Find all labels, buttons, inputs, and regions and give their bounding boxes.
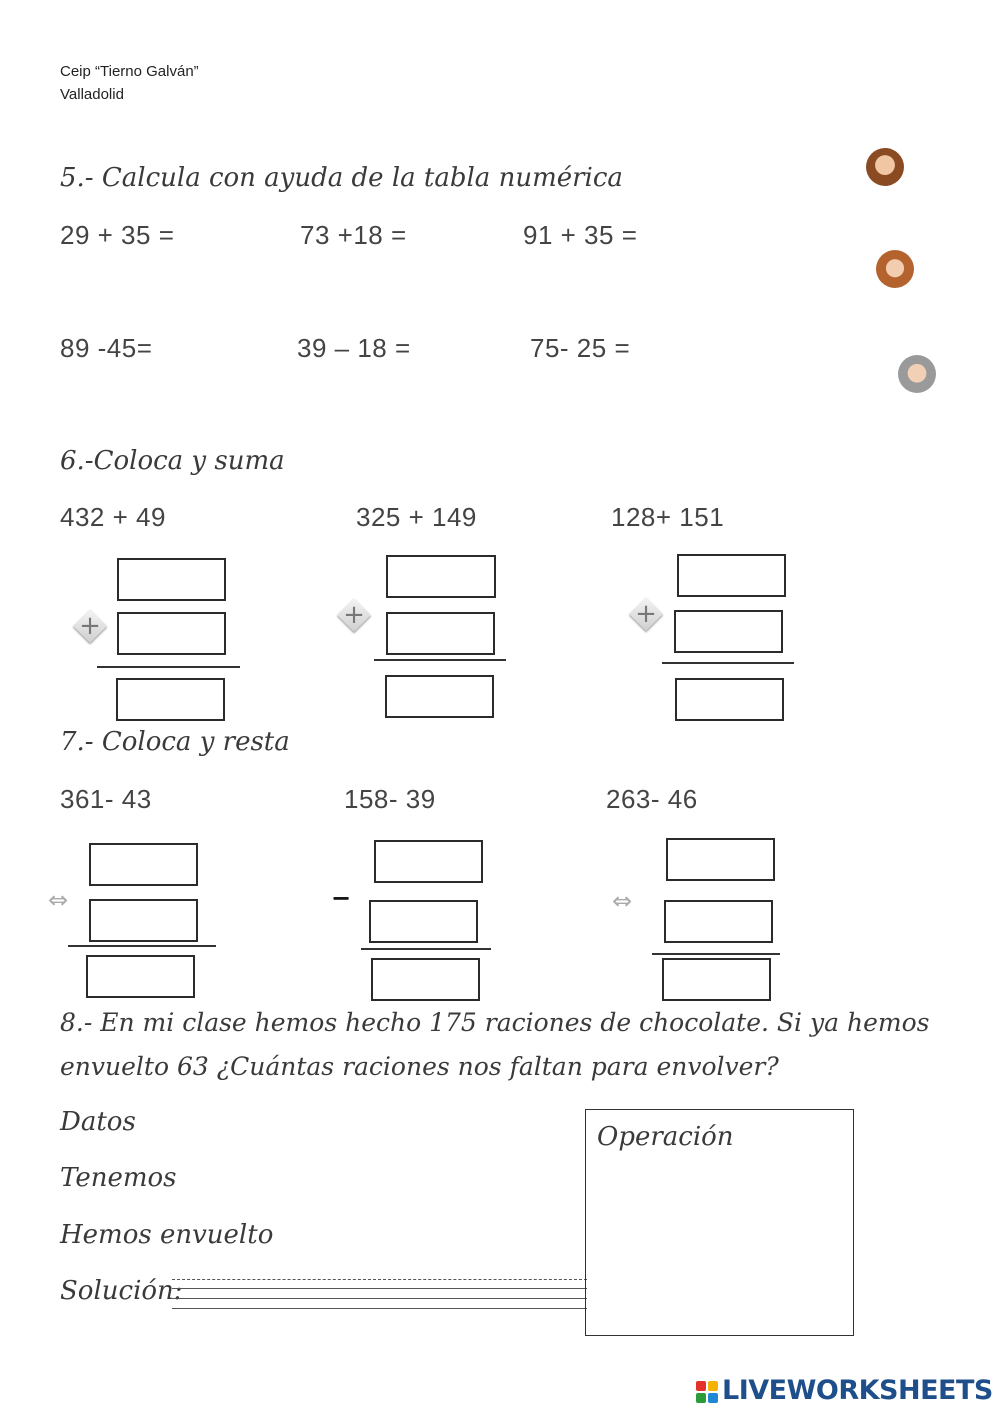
plus-icon: + bbox=[79, 611, 101, 641]
ex6-2-input-bottom[interactable] bbox=[386, 612, 495, 655]
exercise-8-line-1: 8.- En mi clase hemos hecho 175 raciones de chocolate. Si ya hemos bbox=[60, 1008, 930, 1037]
tenemos-label: Tenemos bbox=[60, 1163, 177, 1193]
teacher-avatar-3 bbox=[898, 355, 936, 393]
ex7-3-input-top[interactable] bbox=[666, 838, 775, 881]
ex7-3-input-result[interactable] bbox=[662, 958, 771, 1001]
writing-line bbox=[172, 1288, 587, 1289]
writing-line bbox=[172, 1308, 587, 1309]
exercise-7-title: 7.- Coloca y resta bbox=[60, 727, 290, 757]
school-name: Ceip “Tierno Galván” bbox=[60, 63, 199, 80]
ex6-op-3: 128+ 151 bbox=[611, 502, 725, 532]
ex7-op-2: 158- 39 bbox=[344, 784, 436, 814]
ex5-op-6: 75- 25 = bbox=[530, 333, 631, 363]
ex6-1-input-top[interactable] bbox=[117, 558, 226, 601]
writing-line bbox=[172, 1298, 587, 1299]
hemos-envuelto-label: Hemos envuelto bbox=[60, 1220, 274, 1250]
sum-line bbox=[374, 659, 506, 661]
exercise-6-title: 6.-Coloca y suma bbox=[60, 446, 285, 476]
teacher-avatar-1 bbox=[866, 148, 904, 186]
teacher-avatar-2 bbox=[876, 250, 914, 288]
swap-arrow-icon: ⇔ bbox=[611, 887, 633, 915]
plus-icon: + bbox=[343, 600, 365, 630]
subtraction-line bbox=[361, 948, 491, 950]
ex5-op-5: 39 – 18 = bbox=[297, 333, 411, 363]
ex5-op-4: 89 -45= bbox=[60, 333, 153, 363]
ex7-2-input-result[interactable] bbox=[371, 958, 480, 1001]
ex6-1-input-bottom[interactable] bbox=[117, 612, 226, 655]
ex6-2-input-result[interactable] bbox=[385, 675, 494, 718]
ex6-1-input-result[interactable] bbox=[116, 678, 225, 721]
sum-line bbox=[662, 662, 794, 664]
ex7-1-input-result[interactable] bbox=[86, 955, 195, 998]
ex7-3-input-bottom[interactable] bbox=[664, 900, 773, 943]
plus-icon: + bbox=[635, 599, 657, 629]
ex5-op-3: 91 + 35 = bbox=[523, 220, 638, 250]
ex6-2-input-top[interactable] bbox=[386, 555, 496, 598]
writing-line bbox=[172, 1279, 587, 1280]
ex6-3-input-bottom[interactable] bbox=[674, 610, 783, 653]
minus-icon: − bbox=[330, 884, 352, 912]
ex5-op-1: 29 + 35 = bbox=[60, 220, 175, 250]
operation-box[interactable] bbox=[585, 1109, 854, 1336]
liveworksheets-brand[interactable]: LIVEWORKSHEETS bbox=[722, 1375, 993, 1406]
ex6-op-2: 325 + 149 bbox=[356, 502, 477, 532]
ex6-3-input-result[interactable] bbox=[675, 678, 784, 721]
exercise-8-line-2: envuelto 63 ¿Cuántas raciones nos faltan para envolver? bbox=[60, 1052, 779, 1081]
school-city: Valladolid bbox=[60, 86, 124, 103]
sum-line bbox=[97, 666, 240, 668]
subtraction-line bbox=[652, 953, 780, 955]
liveworksheets-logo-icon bbox=[696, 1381, 718, 1403]
subtraction-line bbox=[68, 945, 216, 947]
solucion-label: Solución: bbox=[60, 1276, 183, 1306]
ex7-1-input-top[interactable] bbox=[89, 843, 198, 886]
ex7-1-input-bottom[interactable] bbox=[89, 899, 198, 942]
solution-writing-lines[interactable] bbox=[172, 1278, 587, 1318]
ex7-op-3: 263- 46 bbox=[606, 784, 698, 814]
ex6-3-input-top[interactable] bbox=[677, 554, 786, 597]
datos-label: Datos bbox=[60, 1107, 136, 1137]
ex5-op-2: 73 +18 = bbox=[300, 220, 407, 250]
ex7-2-input-bottom[interactable] bbox=[369, 900, 478, 943]
ex7-2-input-top[interactable] bbox=[374, 840, 483, 883]
ex7-op-1: 361- 43 bbox=[60, 784, 152, 814]
operacion-label: Operación bbox=[597, 1122, 734, 1152]
swap-arrow-icon: ⇔ bbox=[47, 886, 69, 914]
ex6-op-1: 432 + 49 bbox=[60, 502, 166, 532]
exercise-5-title: 5.- Calcula con ayuda de la tabla numérica bbox=[60, 163, 623, 193]
